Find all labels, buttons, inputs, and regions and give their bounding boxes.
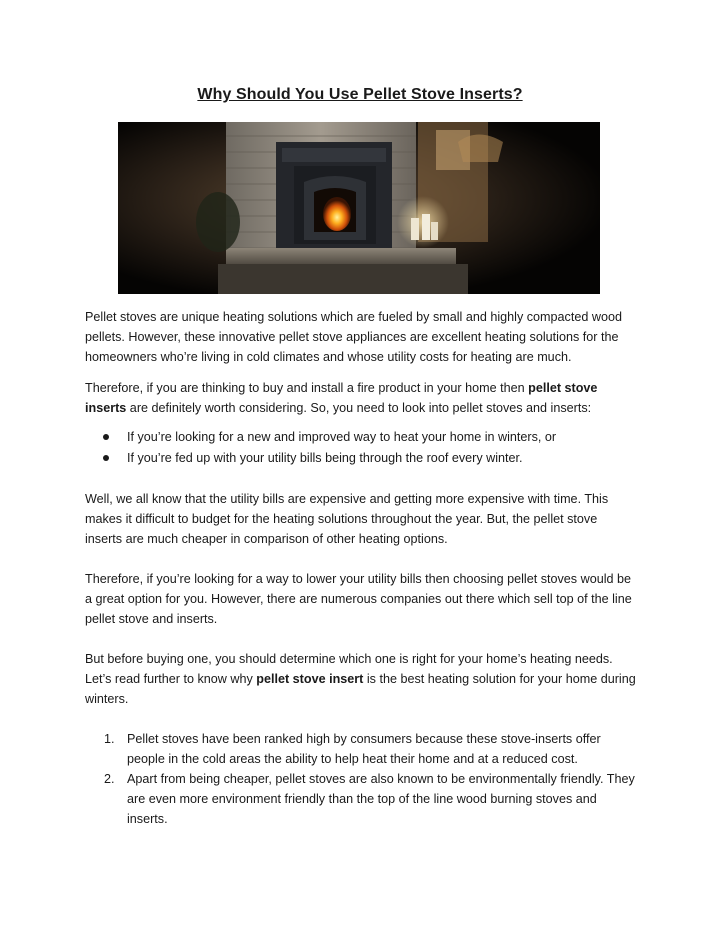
bullet-icon: [103, 434, 109, 440]
paragraph-text: Therefore, if you are thinking to buy and install a fire product in your home then: [85, 381, 529, 395]
list-item: [85, 769, 637, 829]
list-item: [85, 448, 637, 469]
list-number: 2.: [104, 772, 115, 786]
paragraph-lower-bills: Therefore, if you’re looking for a way to lower your utility bills then choosing pellet stoves would be a great option for you. However, there are numerous companies out there which sell top of the line pellet stove and inserts.: [85, 572, 632, 626]
list-item-text: Apart from being cheaper, pellet stoves are also known to be environmentally friendly. They are even more environment friendly than the top of the line wood burning stoves and inserts.: [127, 772, 635, 826]
paragraph-before-buying: [85, 649, 637, 709]
bullet-icon: [103, 455, 109, 461]
list-number: 1.: [104, 732, 115, 746]
paragraph-intro: Pellet stoves are unique heating solutions which are fueled by small and highly compacted wood pellets. However, these innovative pellet stove appliances are excellent heating solutions for the homeowners who’re living in cold climates and whose utility costs for heating are much.: [85, 310, 622, 364]
list-item-text: If you’re fed up with your utility bills being through the roof every winter.: [127, 451, 523, 465]
article-body: [85, 307, 637, 829]
paragraph-text: are definitely worth considering. So, you need to look into pellet stoves and inserts:: [126, 401, 592, 415]
bold-term: pellet stove inserts: [85, 381, 598, 415]
list-item: [85, 729, 637, 769]
numbered-list: [85, 729, 637, 829]
pellet-stove-image: [118, 122, 600, 294]
list-item-text: Pellet stoves have been ranked high by consumers because these stove-inserts offer people in the cold areas the ability to help heat their home and at a reduced cost.: [127, 732, 601, 766]
bold-term: pellet stove insert: [256, 672, 364, 686]
list-item-text: If you’re looking for a new and improved way to heat your home in winters, or: [127, 430, 557, 444]
paragraph-therefore-inserts: [85, 378, 637, 418]
paragraph-text: But before buying one, you should determine which one is right for your home’s heating needs. Let’s read further to know why: [85, 652, 613, 686]
bullet-list: [85, 427, 637, 469]
page-title: Why Should You Use Pellet Stove Inserts?: [197, 86, 523, 103]
list-item: [85, 427, 637, 448]
paragraph-text: is the best heating solution for your home during winters.: [85, 672, 636, 706]
paragraph-utility-bills: Well, we all know that the utility bills are expensive and getting more expensive with time. This makes it difficult to budget for the heating solutions throughout the year. But, the pellet stove inserts are much cheaper in comparison of other heating options.: [85, 492, 609, 546]
